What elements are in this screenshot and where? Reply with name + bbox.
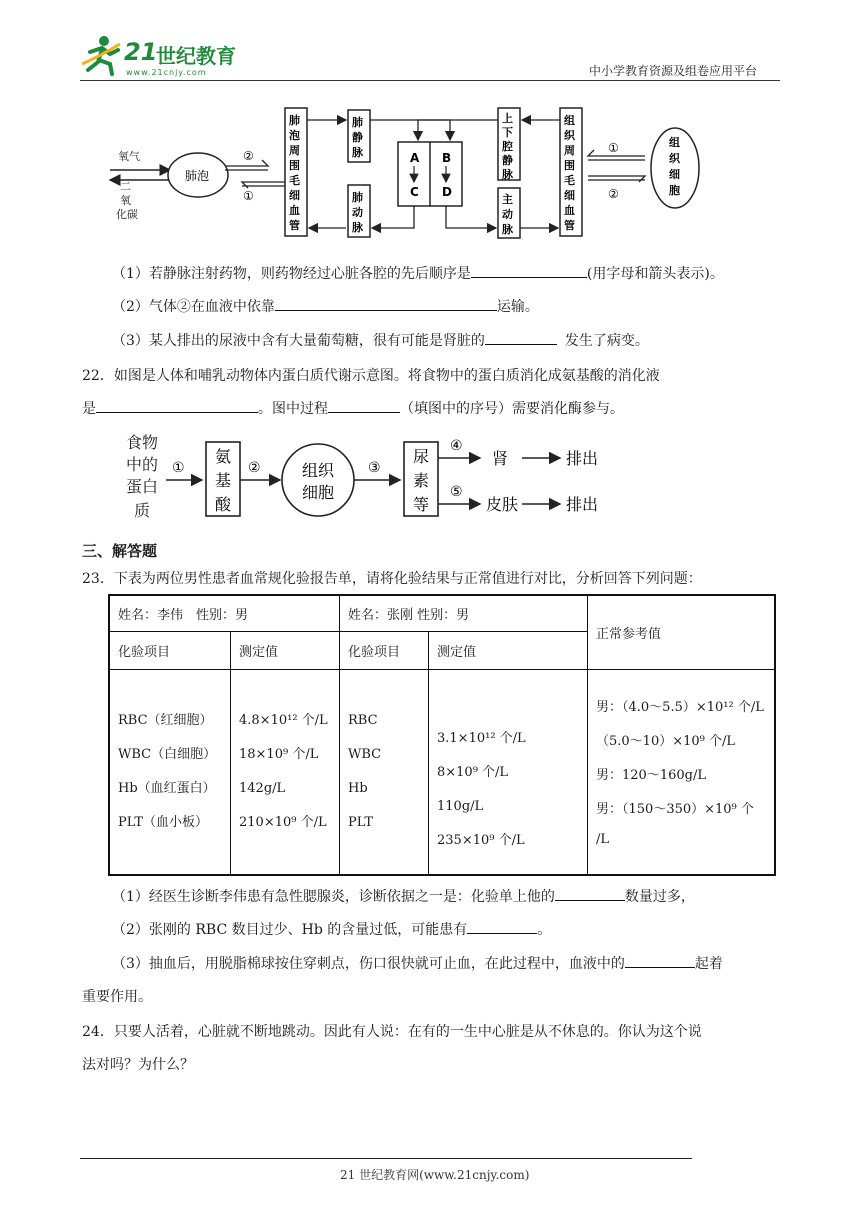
p2-item-plt: PLT bbox=[348, 814, 373, 830]
q24-line1: 24．只要人活着，心脏就不断地跳动。因此有人说：在有的一生中心脏是从不休息的。你认为这个说 bbox=[82, 1024, 702, 1040]
footer-divider bbox=[80, 1158, 692, 1159]
urea-0: 尿 bbox=[413, 447, 430, 466]
ao-0: 主 bbox=[502, 193, 513, 206]
p2-value-header: 测定值 bbox=[429, 631, 588, 669]
q21-part3 bbox=[112, 330, 649, 350]
header-divider bbox=[80, 80, 780, 81]
q23-q1-text: （1）经医生诊断李伟患有急性腮腺炎，诊断依据之一是：化验单上他的 bbox=[112, 889, 555, 905]
tissue-cell-circle bbox=[282, 444, 354, 516]
normal-hb: 男：120～160g/L bbox=[596, 767, 706, 783]
q23-q1-tail: 数量过多， bbox=[624, 889, 695, 905]
step-2-label: ② bbox=[243, 149, 254, 163]
step-1: ① bbox=[172, 460, 185, 476]
co2-label-1: 二 bbox=[120, 180, 131, 193]
p1-value-rbc: 4.8×10¹² 个/L bbox=[239, 712, 328, 728]
q22-line2 bbox=[82, 398, 624, 418]
chamber-b: B bbox=[442, 151, 452, 165]
amino-2: 酸 bbox=[215, 495, 232, 514]
pa-0: 肺 bbox=[352, 191, 363, 204]
q21-part1 bbox=[112, 263, 724, 283]
q22-blank-1[interactable] bbox=[96, 398, 258, 413]
normal-rbc: 男：（4.0～5.5）×10¹² 个/L bbox=[596, 699, 764, 715]
vc-3: 静 bbox=[502, 154, 513, 167]
p2-value-hb: 110g/L bbox=[437, 798, 484, 814]
amino-1: 基 bbox=[215, 471, 232, 490]
ao-2: 脉 bbox=[502, 223, 513, 236]
tissue-0: 组织 bbox=[302, 461, 335, 480]
logo-text: 世纪教育 bbox=[156, 44, 236, 68]
excrete-label-1: 排出 bbox=[566, 449, 599, 468]
footer-text: 21 世纪教育网(www.21cnjy.com) bbox=[340, 1168, 530, 1182]
chamber-a: A bbox=[410, 151, 420, 165]
co2-label-3: 化碳 bbox=[116, 208, 138, 221]
site-logo bbox=[80, 34, 250, 80]
q23-q3-blank[interactable] bbox=[625, 953, 695, 968]
q21-p2-circle: ② bbox=[176, 299, 191, 315]
q24-line2: 法对吗？为什么？ bbox=[82, 1057, 194, 1073]
q23-q2-text: （2）张刚的 RBC 数目过少、Hb 的含量过低，可能患有 bbox=[112, 922, 468, 938]
p1-value-hb: 142g/L bbox=[239, 780, 286, 796]
q23-part2 bbox=[112, 919, 551, 939]
lung-cap-5: 细 bbox=[289, 189, 300, 202]
q23-q1-blank[interactable] bbox=[555, 886, 625, 901]
p1-item-plt: PLT（血小板） bbox=[118, 814, 208, 830]
q22-mid: 。图中过程 bbox=[258, 401, 328, 417]
q23-q2-tail: 。 bbox=[537, 922, 552, 938]
step-5: ⑤ bbox=[450, 484, 463, 500]
logo-number: 21 bbox=[124, 38, 158, 66]
vc-4: 脉 bbox=[502, 168, 513, 181]
p2-items bbox=[340, 669, 429, 875]
q21-p1-text: （1）若静脉注射药物，则药物经过心脏各腔的先后顺序是 bbox=[112, 266, 471, 282]
q21-p2-tail: 运输。 bbox=[496, 299, 539, 315]
lung-cap-1: 泡 bbox=[289, 129, 300, 142]
kidney-label: 肾 bbox=[492, 449, 509, 468]
chamber-d: D bbox=[442, 185, 452, 199]
cell-3: 胞 bbox=[669, 184, 680, 197]
step-2-right-label: ② bbox=[608, 187, 619, 201]
p1-value-wbc: 18×10⁹ 个/L bbox=[239, 746, 319, 762]
p1-item-wbc: WBC（白细胞） bbox=[118, 746, 217, 762]
q22-start: 是 bbox=[82, 401, 96, 417]
platform-name: 中小学教育资源及组卷应用平台 bbox=[589, 64, 758, 78]
runner-logo-icon bbox=[80, 34, 124, 76]
q21-p1-tail: (用字母和箭头表示)。 bbox=[586, 266, 724, 282]
tc-6: 血 bbox=[564, 204, 575, 217]
section-title: 三、解答题 bbox=[82, 542, 158, 560]
food-0: 食物 bbox=[126, 433, 159, 452]
q23-q3-tail: 起着 bbox=[694, 956, 723, 972]
vc-2: 腔 bbox=[502, 140, 513, 153]
normal-plt-unit: /L bbox=[596, 831, 610, 847]
q21-part2 bbox=[112, 296, 539, 316]
lung-cap-7: 管 bbox=[289, 219, 300, 232]
step-1-label: ① bbox=[243, 189, 254, 203]
urea-1: 素 bbox=[413, 471, 430, 490]
q23-q2-blank[interactable] bbox=[467, 919, 537, 934]
amino-0: 氨 bbox=[215, 447, 232, 466]
alveolus-label: 肺泡 bbox=[185, 169, 210, 183]
cell-1: 织 bbox=[669, 152, 680, 165]
tc-1: 织 bbox=[564, 129, 575, 142]
patient2-header: 姓名：张刚 性别：男 bbox=[340, 595, 588, 631]
p1-value-header: 测定值 bbox=[231, 631, 340, 669]
pv-0: 肺 bbox=[352, 116, 363, 129]
p2-item-wbc: WBC bbox=[348, 746, 382, 762]
tissue-1: 细胞 bbox=[302, 483, 335, 502]
patient1-header: 姓名：李伟 性别：男 bbox=[109, 595, 340, 631]
p2-item-header: 化验项目 bbox=[340, 631, 429, 669]
circulation-diagram bbox=[100, 100, 720, 245]
q23-q3-text: （3）抽血后，用脱脂棉球按住穿刺点，伤口很快就可止血，在此过程中，血液中的 bbox=[112, 956, 625, 972]
tc-3: 围 bbox=[564, 159, 575, 172]
q23-intro: 23．下表为两位男性患者血常规化验报告单，请将化验结果与正常值进行对比，分析回答下列问题： bbox=[82, 571, 702, 587]
p2-value-rbc: 3.1×10¹² 个/L bbox=[437, 730, 526, 746]
vc-1: 下 bbox=[502, 126, 513, 139]
normal-wbc: （5.0～10）×10⁹ 个/L bbox=[596, 733, 736, 749]
tc-2: 周 bbox=[564, 144, 575, 157]
normal-plt: 男：（150～350）×10⁹ 个 bbox=[596, 801, 754, 817]
p2-value-wbc: 8×10⁹ 个/L bbox=[437, 764, 509, 780]
p2-item-rbc: RBC bbox=[348, 712, 378, 728]
q23-part1 bbox=[112, 886, 695, 906]
lung-cap-6: 血 bbox=[289, 204, 300, 217]
normal-values bbox=[588, 669, 776, 875]
step-1-right-label: ① bbox=[608, 141, 619, 155]
pa-2: 脉 bbox=[352, 221, 363, 234]
pv-1: 静 bbox=[352, 131, 363, 144]
lung-cap-2: 周 bbox=[289, 144, 300, 157]
oxygen-label: 氧气 bbox=[118, 150, 140, 163]
food-2: 蛋白 bbox=[126, 477, 159, 496]
q21-p3-tail: 发生了病变。 bbox=[564, 333, 649, 349]
q21-p2-mid: 在血液中依靠 bbox=[190, 299, 275, 315]
q22-tail: （填图中的序号）需要消化酶参与。 bbox=[400, 401, 624, 417]
tc-7: 管 bbox=[564, 219, 575, 232]
cell-2: 细 bbox=[669, 168, 680, 181]
p2-item-hb: Hb bbox=[348, 780, 368, 796]
q21-p2-blank[interactable] bbox=[275, 296, 497, 311]
q21-p2-text: （2）气体 bbox=[112, 299, 177, 315]
tc-5: 细 bbox=[564, 189, 575, 202]
skin-label: 皮肤 bbox=[486, 495, 519, 514]
tc-0: 组 bbox=[564, 114, 575, 127]
cell-0: 组 bbox=[669, 136, 680, 149]
q23-part3-line2: 重要作用。 bbox=[82, 989, 152, 1005]
lung-cap-3: 围 bbox=[289, 159, 300, 172]
p1-values bbox=[231, 669, 340, 875]
chamber-c: C bbox=[410, 185, 419, 199]
p1-items bbox=[109, 669, 231, 875]
p2-value-plt: 235×10⁹ 个/L bbox=[437, 832, 525, 848]
lung-cap-0: 肺 bbox=[289, 114, 300, 127]
step-2: ② bbox=[248, 460, 261, 476]
q21-p1-blank[interactable] bbox=[471, 263, 587, 278]
food-3: 质 bbox=[134, 501, 151, 520]
blood-test-table bbox=[108, 594, 776, 876]
q21-p3-blank[interactable] bbox=[485, 330, 557, 345]
q23-part3 bbox=[112, 953, 723, 973]
tc-4: 毛 bbox=[564, 174, 575, 187]
p1-value-plt: 210×10⁹ 个/L bbox=[239, 814, 327, 830]
vc-0: 上 bbox=[502, 112, 513, 125]
logo-url: www.21cnjy.com bbox=[126, 68, 207, 77]
pa-1: 动 bbox=[352, 206, 363, 219]
excrete-label-2: 排出 bbox=[566, 495, 599, 514]
step-3: ③ bbox=[368, 460, 381, 476]
ao-1: 动 bbox=[502, 208, 513, 221]
lung-cap-4: 毛 bbox=[289, 174, 300, 187]
q21-p3-text: （3）某人排出的尿液中含有大量葡萄糖，很有可能是肾脏的 bbox=[112, 333, 485, 349]
p2-values bbox=[429, 669, 588, 875]
step-4: ④ bbox=[450, 438, 463, 454]
p1-item-hb: Hb（血红蛋白） bbox=[118, 780, 216, 796]
p1-item-header: 化验项目 bbox=[109, 631, 231, 669]
urea-2: 等 bbox=[413, 495, 430, 514]
pv-2: 脉 bbox=[352, 146, 363, 159]
food-1: 中的 bbox=[126, 455, 159, 474]
q22-line1: 22．如图是人体和哺乳动物体内蛋白质代谢示意图。将食物中的蛋白质消化成氨基酸的消化液 bbox=[82, 368, 660, 384]
normal-header: 正常参考值 bbox=[588, 595, 776, 669]
protein-metabolism-diagram bbox=[120, 428, 620, 528]
p1-item-rbc: RBC（红细胞） bbox=[118, 712, 213, 728]
q22-blank-2[interactable] bbox=[328, 398, 400, 413]
co2-label-2: 氧 bbox=[120, 194, 131, 207]
